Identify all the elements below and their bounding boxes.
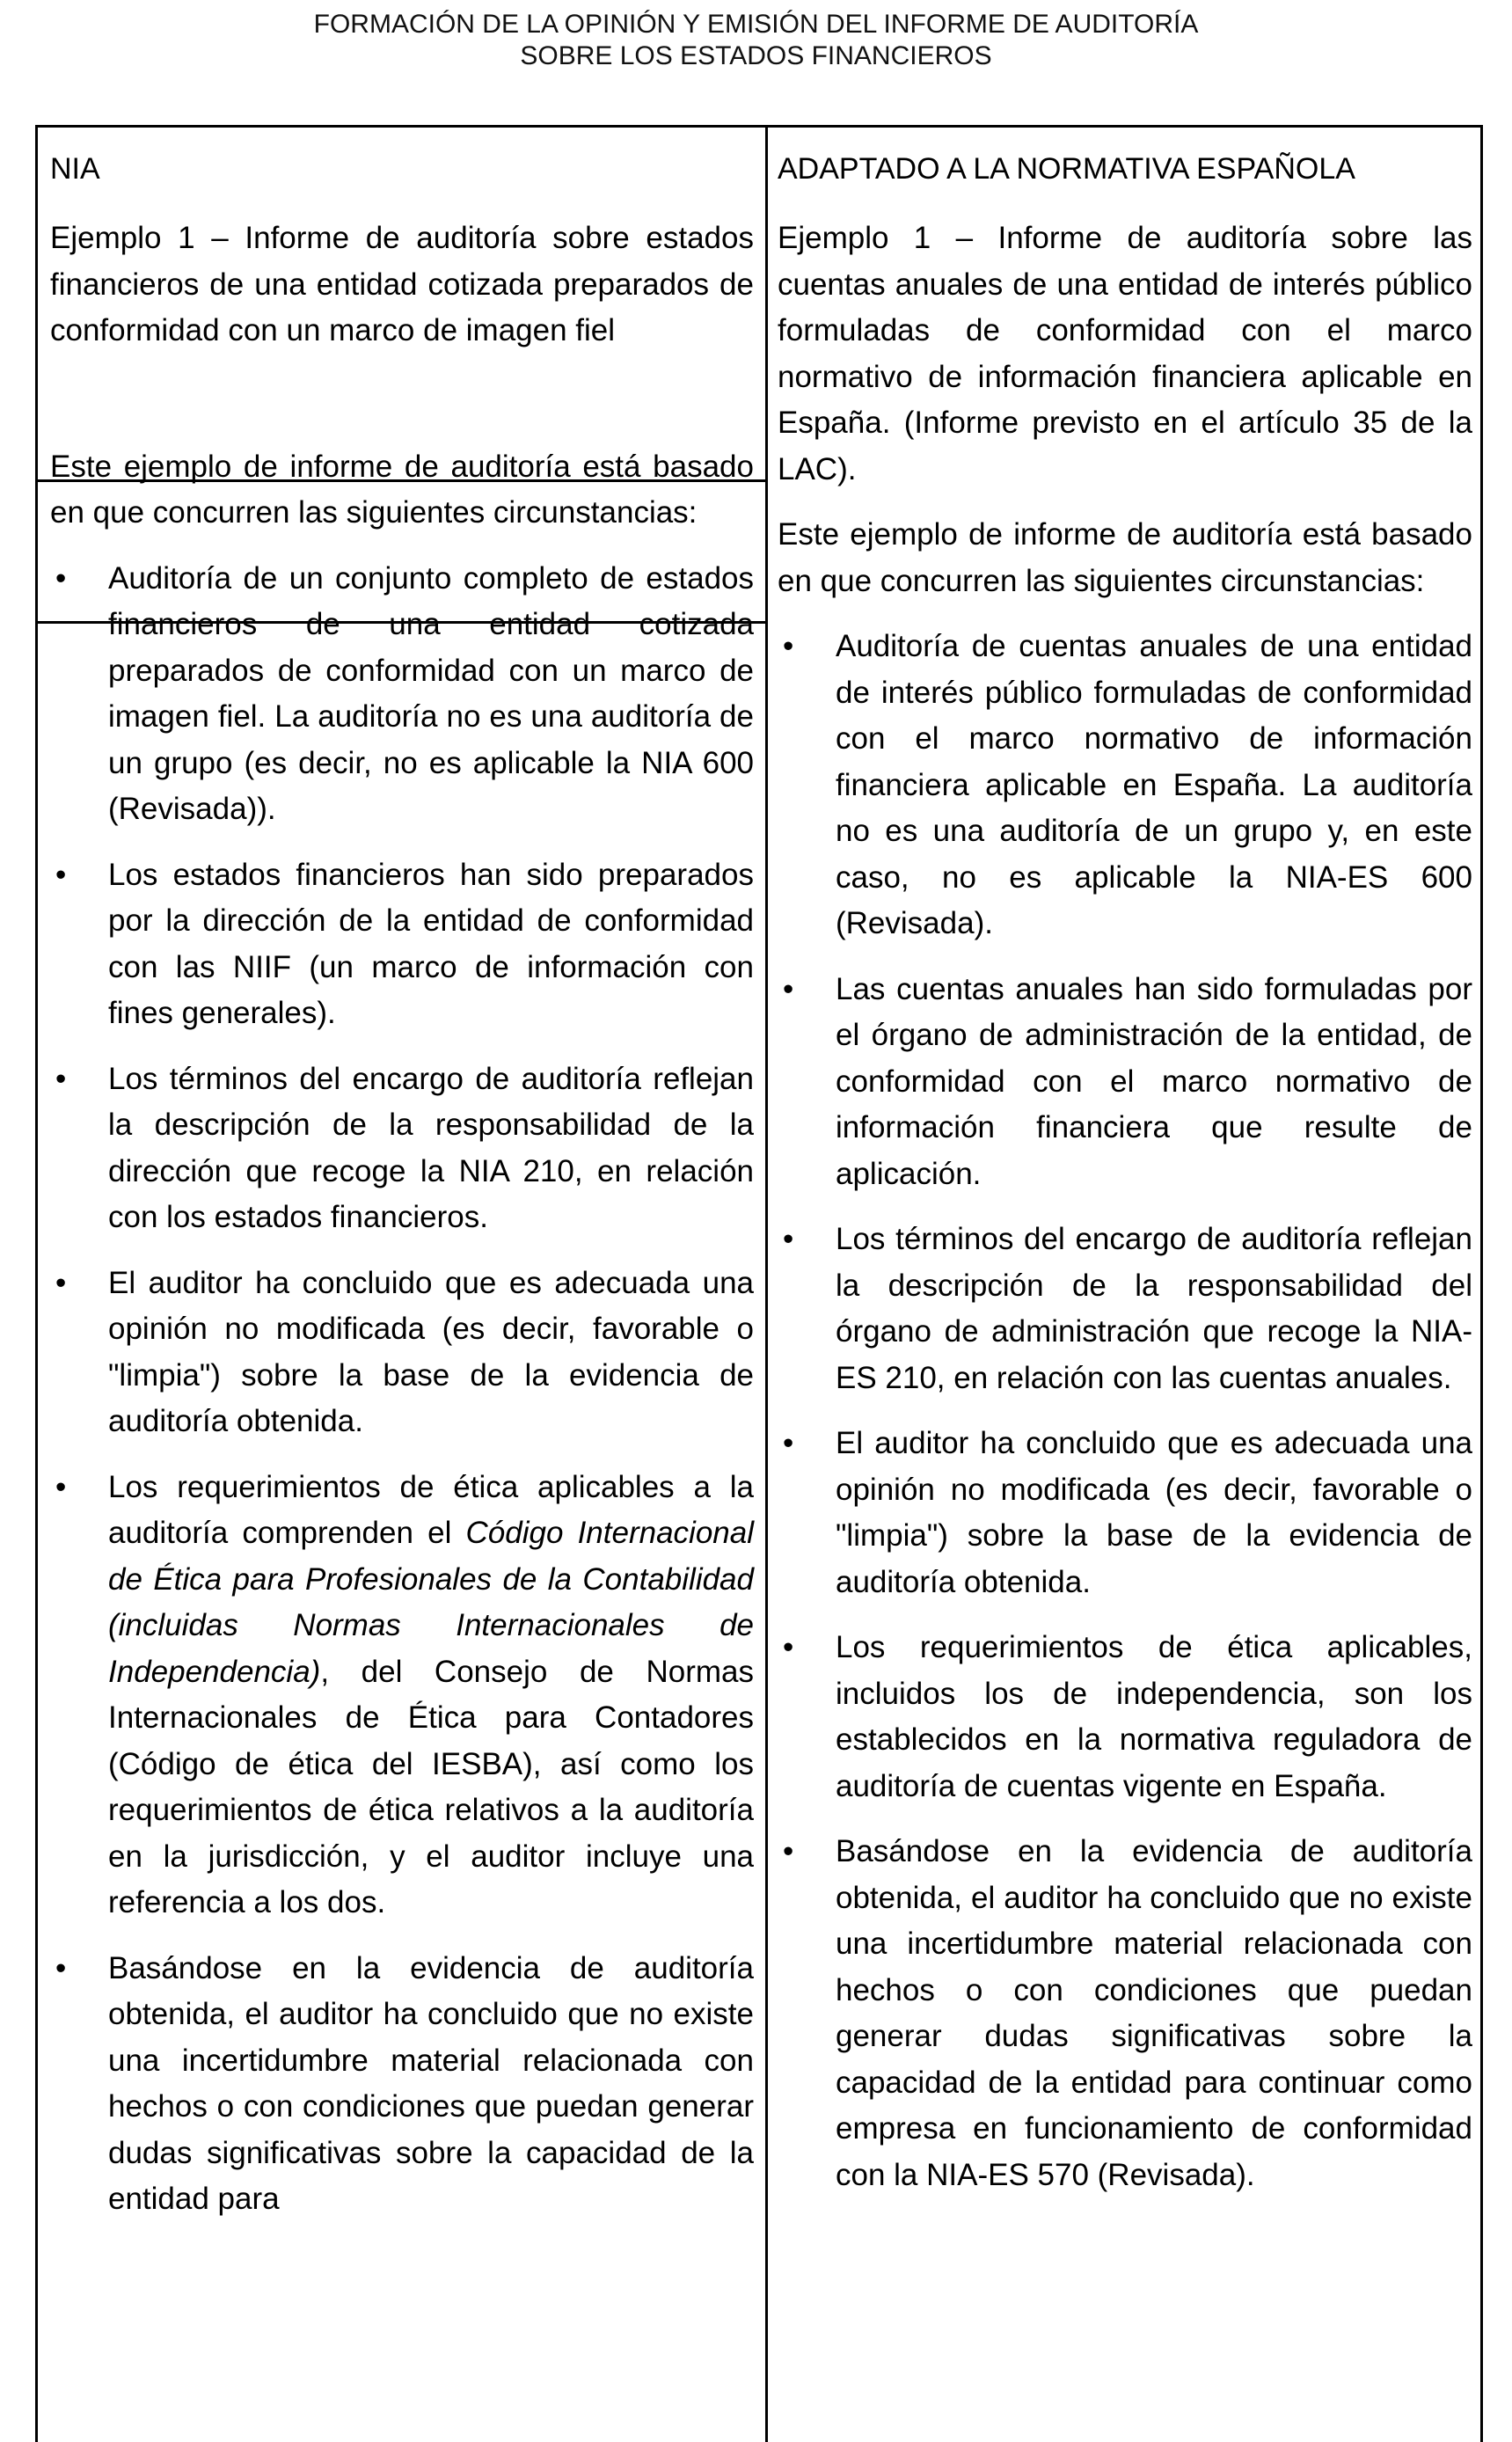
- nia-example-title: Ejemplo 1 – Informe de auditoría sobre estados financieros de una entidad cotizada preparados de conformidad con un marco de imagen fiel: [50, 221, 754, 347]
- list-item-text: Basándose en la evidencia de auditoría obtenida, el auditor ha concluido que no existe una incertidumbre material relacionada con hechos o con condiciones que puedan generar dudas significativas sobre la capacidad de la entidad para: [108, 1950, 754, 2216]
- list-item-text: Basándose en la evidencia de auditoría obtenida, el auditor ha concluido que no existe una incertidumbre material relacionada con hechos o con condiciones que puedan generar dudas significativas sobre la capacidad de la entidad para continuar como empresa en funcionamiento de conformidad con la NIA-ES 570 (Revisada).: [836, 1834, 1472, 2192]
- spanish-bullet-list: [778, 624, 1472, 2198]
- bullet-icon: •: [783, 1222, 794, 1256]
- list-item-text: [108, 1470, 754, 1920]
- bullet-icon: •: [55, 857, 67, 892]
- bullet-icon: •: [55, 560, 67, 596]
- list-item-text: El auditor ha concluido que es adecuada una opinión no modificada (es decir, favorable o "limpia") sobre la base de la evidencia de auditoría obtenida.: [108, 1265, 754, 1438]
- list-item-text: Las cuentas anuales han sido formuladas por el órgano de administración de la entidad, de conformidad con el marco normativo de información financiera que resulte de aplicación.: [836, 971, 1472, 1191]
- list-item: [50, 1056, 754, 1241]
- ethics-text-post: , del Consejo de Normas Internacionales de Ética para Contadores (Código de ética del IESBA), así como los requerimientos de ética relativos a la auditoría en la jurisdicción, y el auditor incluye una referencia a los dos.: [108, 1654, 754, 1919]
- ethics-text-pre: Los requerimientos de ética aplicables a la auditoría comprenden el: [108, 1469, 754, 1550]
- column-divider: [765, 128, 768, 2442]
- spanish-heading: ADAPTADO A LA NORMATIVA ESPAÑOLA: [778, 152, 1355, 186]
- list-item: [50, 1261, 754, 1445]
- bullet-icon: •: [55, 1950, 67, 1985]
- page-header: [0, 9, 1512, 72]
- list-item-text: Los estados financieros han sido preparados por la dirección de la entidad de conformidad con las NIIF (un marco de información con fines generales).: [108, 857, 754, 1030]
- list-item: [778, 1829, 1472, 2198]
- list-item: [778, 624, 1472, 947]
- page-header-line-2: SOBRE LOS ESTADOS FINANCIEROS: [520, 41, 992, 70]
- nia-bullet-list: [50, 556, 754, 2223]
- list-item: [50, 556, 754, 833]
- list-item: [50, 1465, 754, 1927]
- list-item: [778, 967, 1472, 1198]
- bullet-icon: •: [783, 629, 794, 663]
- list-item: [50, 1946, 754, 2223]
- list-item: [778, 1217, 1472, 1401]
- spanish-intro: Este ejemplo de informe de auditoría está basado en que concurren las siguientes circunstancias:: [778, 517, 1472, 598]
- list-item: [778, 1625, 1472, 1810]
- bullet-icon: •: [55, 1061, 67, 1096]
- page-header-line-1: FORMACIÓN DE LA OPINIÓN Y EMISIÓN DEL INFORME DE AUDITORÍA: [313, 10, 1199, 39]
- list-item: [778, 1421, 1472, 1605]
- list-item-text: Los requerimientos de ética aplicables, incluidos los de independencia, son los establecidos en la normativa reguladora de auditoría de cuentas vigente en España.: [836, 1630, 1472, 1803]
- ethics-code-title: Código Internacional de Ética para Profesionales de la Contabilidad (incluidas Normas Internacionales de Independencia): [108, 1516, 754, 1689]
- bullet-icon: •: [55, 1265, 67, 1300]
- nia-intro: Este ejemplo de informe de auditoría está basado en que concurren las siguientes circunstancias:: [50, 449, 754, 530]
- list-item-text: El auditor ha concluido que es adecuada una opinión no modificada (es decir, favorable o "limpia") sobre la base de la evidencia de auditoría obtenida.: [836, 1426, 1472, 1599]
- spanish-adaptation-column: [778, 128, 1472, 2218]
- list-item-text: Los términos del encargo de auditoría reflejan la descripción de la responsabilidad del órgano de administración que recoge la NIA-ES 210, en relación con las cuentas anuales.: [836, 1222, 1472, 1395]
- list-item-text: Auditoría de un conjunto completo de estados financieros de una entidad cotizada preparados de conformidad con un marco de imagen fiel. La auditoría no es una auditoría de un grupo (es decir, no es aplicable la NIA 600 (Revisada)).: [108, 560, 754, 826]
- list-item-text: Auditoría de cuentas anuales de una entidad de interés público formuladas de conformidad con el marco normativo de información financiera aplicable en España. La auditoría no es una auditoría de un grupo y, en este caso, no es aplicable la NIA-ES 600 (Revisada).: [836, 629, 1472, 940]
- bullet-icon: •: [55, 1469, 67, 1504]
- list-item-text: Los términos del encargo de auditoría reflejan la descripción de la responsabilidad de la dirección que recoge la NIA 210, en relación con los estados financieros.: [108, 1061, 754, 1234]
- bullet-icon: •: [783, 1630, 794, 1664]
- bullet-icon: •: [783, 971, 794, 1006]
- spanish-example-title: Ejemplo 1 – Informe de auditoría sobre las cuentas anuales de una entidad de interés público formuladas de conformidad con el marco normativo de información financiera aplicable en España. (Informe previsto en el artículo 35 de la LAC).: [778, 221, 1472, 486]
- comparison-table: [35, 125, 1483, 2442]
- bullet-icon: •: [783, 1426, 794, 1460]
- nia-column: [50, 128, 754, 2242]
- list-item: [50, 852, 754, 1037]
- bullet-icon: •: [783, 1834, 794, 1868]
- nia-heading: NIA: [50, 152, 100, 186]
